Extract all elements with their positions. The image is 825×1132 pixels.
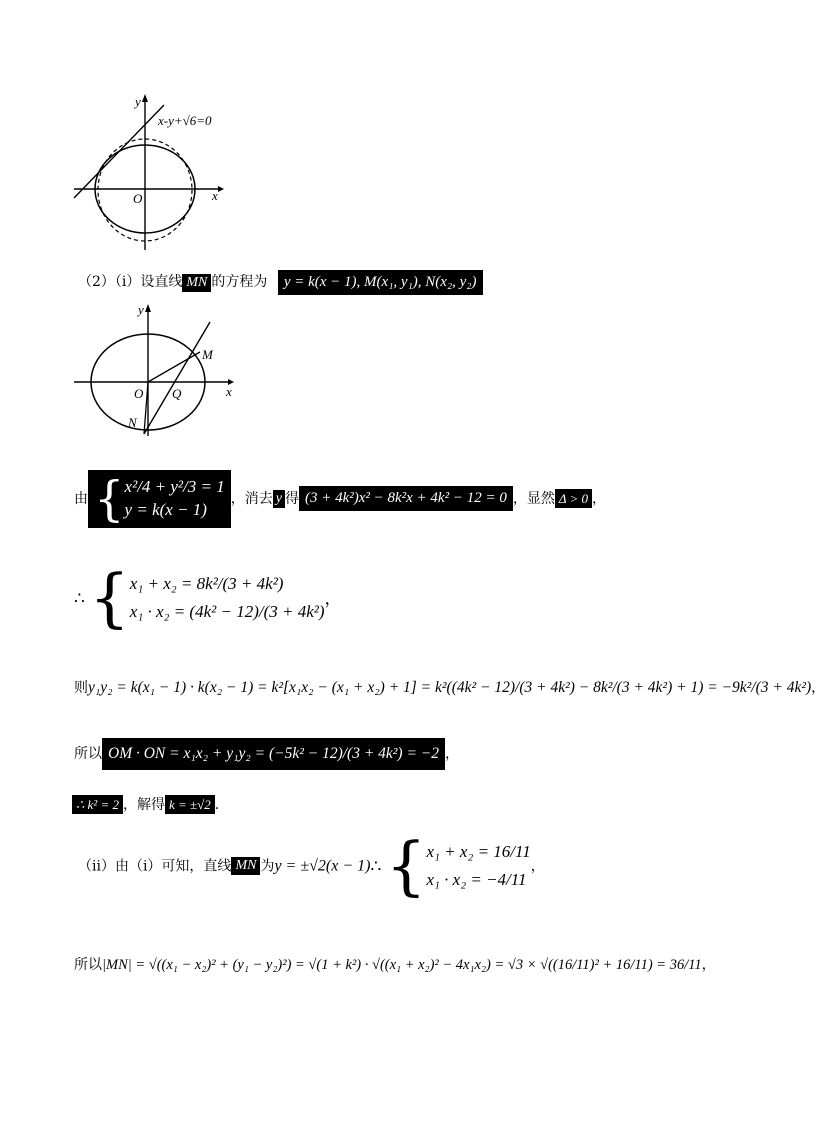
- line-7-end: .: [214, 797, 220, 813]
- line-6-prefix: 所以: [74, 746, 102, 762]
- line-7-mid: ，解得: [122, 797, 165, 813]
- chord-length-eq: |MN| = √((x₁ − x₂)² + (y₁ − y₂)²) = √(1 + k²) · √((x₁ + x₂)² − 4x₁x₂) = √3 × √((16/11)² + 16/11) = 36/11: [102, 957, 702, 973]
- figure-ellipse-chord: [70, 300, 240, 438]
- x-arrow-icon: [218, 186, 224, 192]
- line-6: [74, 738, 459, 770]
- fig1-x-label: x: [212, 188, 218, 203]
- y1y2-equation: y₁y₂ = k(x₁ − 1) · k(x₂ − 1) = k²[x₁x₂ − (x₁ + x₂) + 1] = k²((4k² − 12)/(3 + 4k²) − 8k²/(3 + 4k²) + 1) = −9k²/(3 + 4k²): [88, 679, 812, 696]
- fig1-line-label: x-y+√6=0: [158, 113, 212, 128]
- line-mn-equation: y = ±√2(x − 1): [274, 857, 371, 875]
- k-solution: k = ±√2: [165, 795, 215, 814]
- line-8-end: ，: [530, 858, 545, 875]
- delta-condition: Δ > 0: [555, 489, 592, 508]
- fig2-m-label: M: [202, 347, 213, 362]
- line-3-mid3: ，显然: [512, 490, 555, 507]
- line-4-end: ，: [324, 588, 342, 608]
- var-y-highlight: y: [273, 490, 285, 508]
- therefore-symbol-2: ∴: [370, 856, 382, 876]
- fig2-q-label: Q: [172, 386, 182, 401]
- y-arrow-icon: [145, 304, 151, 312]
- line-9: [74, 958, 716, 973]
- line-2i-prefix: （2）（i）设直线: [78, 274, 183, 290]
- vieta-sum: x₁ + x₂ = 8k²/(3 + 4k²): [129, 574, 284, 593]
- line-8: （ii）由（i）可知，直线 MN 为y = ±√2(x − 1)∴ { x₁ + x₂ = 16/11 x₁ · x₂ = −4/11 ，: [78, 829, 545, 904]
- dot-product-eq: OM · ON = x₁x₂ + y₁y₂ = (−5k² − 12)/(3 + 4k²) = −2: [102, 738, 445, 770]
- line-8-mid: 为: [260, 858, 275, 875]
- figure-ellipse-tangent: [70, 90, 230, 255]
- line-2i-mid: 的方程为: [211, 274, 268, 290]
- line-5-prefix: 则: [74, 680, 88, 696]
- line-3: [74, 470, 606, 528]
- therefore-symbol: ∴: [74, 588, 85, 608]
- fig2-origin-label: O: [134, 386, 144, 401]
- line-2i-equation: y = k(x − 1), M(x₁, y₁), N(x₂, y₂): [278, 270, 483, 295]
- vieta-sum-value: x₁ + x₂ = 16/11: [426, 842, 531, 861]
- mn-highlight-2: MN: [231, 857, 260, 875]
- fig2-y-label: y: [138, 302, 144, 317]
- line-8-prefix: （ii）由（i）可知，直线: [78, 858, 232, 875]
- line-3-mid1: ，消去: [230, 490, 273, 507]
- vieta-product-value: x₁ · x₂ = −4/11: [426, 870, 527, 890]
- line-3-end: ，: [592, 490, 607, 507]
- line-2i: [78, 270, 483, 295]
- line-3-mid2: 得: [284, 490, 299, 507]
- k-squared-eq: ∴ k² = 2: [72, 795, 123, 814]
- line-6-end: ，: [445, 746, 460, 762]
- mn-highlight: MN: [182, 274, 211, 292]
- y-arrow-icon: [142, 94, 148, 102]
- quadratic-eq: (3 + 4k²)x² − 8k²x + 4k² − 12 = 0: [299, 486, 513, 511]
- fig1-y-label: y: [135, 94, 141, 109]
- line-9-prefix: 所以: [74, 957, 102, 973]
- segment-om: [148, 352, 200, 382]
- vieta-product: x₁ · x₂ = (4k² − 12)/(3 + 4k²): [129, 602, 325, 622]
- fig2-n-label: N: [128, 415, 137, 430]
- line-3-you: 由: [74, 490, 88, 507]
- fig1-origin-label: O: [133, 191, 143, 206]
- tangent-line: [74, 105, 164, 198]
- line-7: [72, 795, 219, 814]
- line-5: [74, 680, 825, 696]
- line-5-end: ，: [811, 680, 825, 696]
- line-4: ∴ { x₁ + x₂ = 8k²/(3 + 4k²) x₁ · x₂ = (4k² − 12)/(3 + 4k²) ，: [74, 561, 342, 636]
- system-eq-block: { x²/4 + y²/3 = 1 y = k(x − 1): [88, 470, 231, 528]
- line-9-end: ，: [701, 957, 716, 973]
- fig2-x-label: x: [226, 384, 232, 399]
- system-eq2: y = k(x − 1): [124, 500, 207, 520]
- system-eq1: x²/4 + y²/3 = 1: [124, 477, 225, 496]
